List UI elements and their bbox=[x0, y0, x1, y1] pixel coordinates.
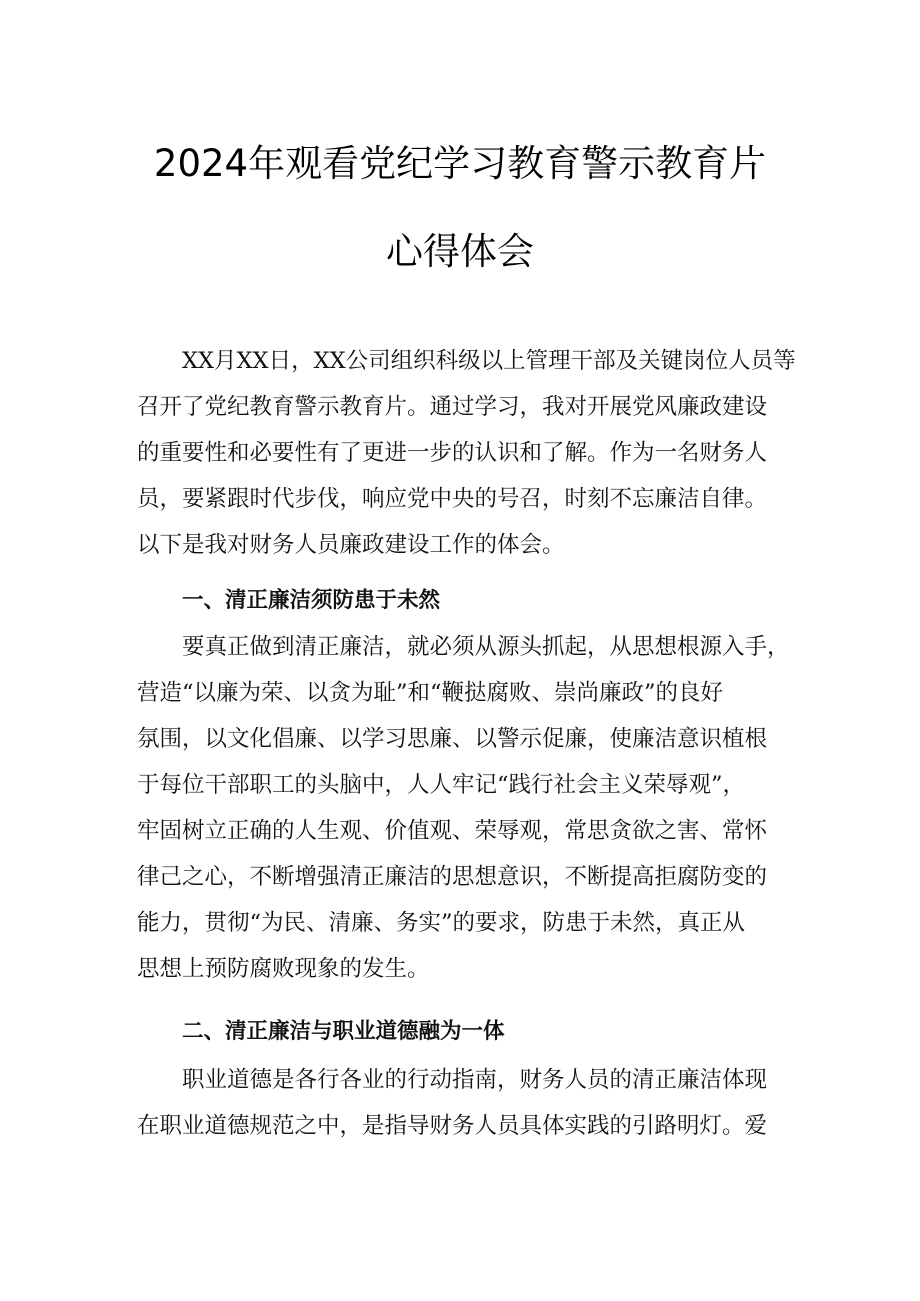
section-heading-text: 一、清正廉洁须防患于未然 bbox=[182, 588, 441, 613]
document-title-line-1: 2024年观看党纪学习教育警示教育片 bbox=[153, 142, 767, 185]
paragraph-line: 能力，贯彻“为民、清廉、务实”的要求，防患于未然，真正从 bbox=[137, 910, 746, 936]
paragraph-line: 的重要性和必要性有了更进一步的认识和了解。作为一名财务人 bbox=[137, 440, 768, 466]
paragraph-line: 营造“以廉为荣、以贪为耻”和“鞭挞腐败、崇尚廉政”的良好 bbox=[137, 680, 724, 706]
paragraph-line: 员，要紧跟时代步伐，响应党中央的号召，时刻不忘廉洁自律。 bbox=[137, 486, 768, 512]
intro-paragraph bbox=[137, 338, 797, 568]
section-1-paragraph bbox=[137, 624, 797, 992]
paragraph-line: 于每位干部职工的头脑中，人人牢记“践行社会主义荣辱观”， bbox=[137, 772, 746, 798]
paragraph-line: 召开了党纪教育警示教育片。通过学习，我对开展党风廉政建设 bbox=[137, 394, 768, 420]
section-2-paragraph bbox=[137, 1057, 797, 1149]
paragraph-line: 在职业道德规范之中，是指导财务人员具体实践的引路明灯。爱 bbox=[137, 1113, 768, 1139]
paragraph-line: 以下是我对财务人员廉政建设工作的体会。 bbox=[137, 532, 565, 558]
paragraph-line: 律己之心，不断增强清正廉洁的思想意识，不断提高拒腐防变的 bbox=[137, 864, 768, 890]
document-title-line-2: 心得体会 bbox=[386, 230, 534, 273]
paragraph-line: 牢固树立正确的人生观、价值观、荣辱观，常思贪欲之害、常怀 bbox=[137, 818, 768, 844]
paragraph-line: XX月XX日，XX公司组织科级以上管理干部及关键岗位人员等 bbox=[182, 348, 796, 374]
section-heading-1 bbox=[137, 578, 797, 624]
paragraph-line: 思想上预防腐败现象的发生。 bbox=[137, 956, 430, 982]
section-heading-text: 二、清正廉洁与职业道德融为一体 bbox=[182, 1019, 505, 1044]
paragraph-line: 要真正做到清正廉洁，就必须从源头抓起，从思想根源入手， bbox=[182, 634, 790, 660]
paragraph-line: 氛围，以文化倡廉、以学习思廉、以警示促廉，使廉洁意识植根 bbox=[137, 726, 768, 752]
paragraph-line: 职业道德是各行各业的行动指南，财务人员的清正廉洁体现 bbox=[182, 1067, 768, 1093]
section-heading-2 bbox=[137, 1009, 797, 1055]
